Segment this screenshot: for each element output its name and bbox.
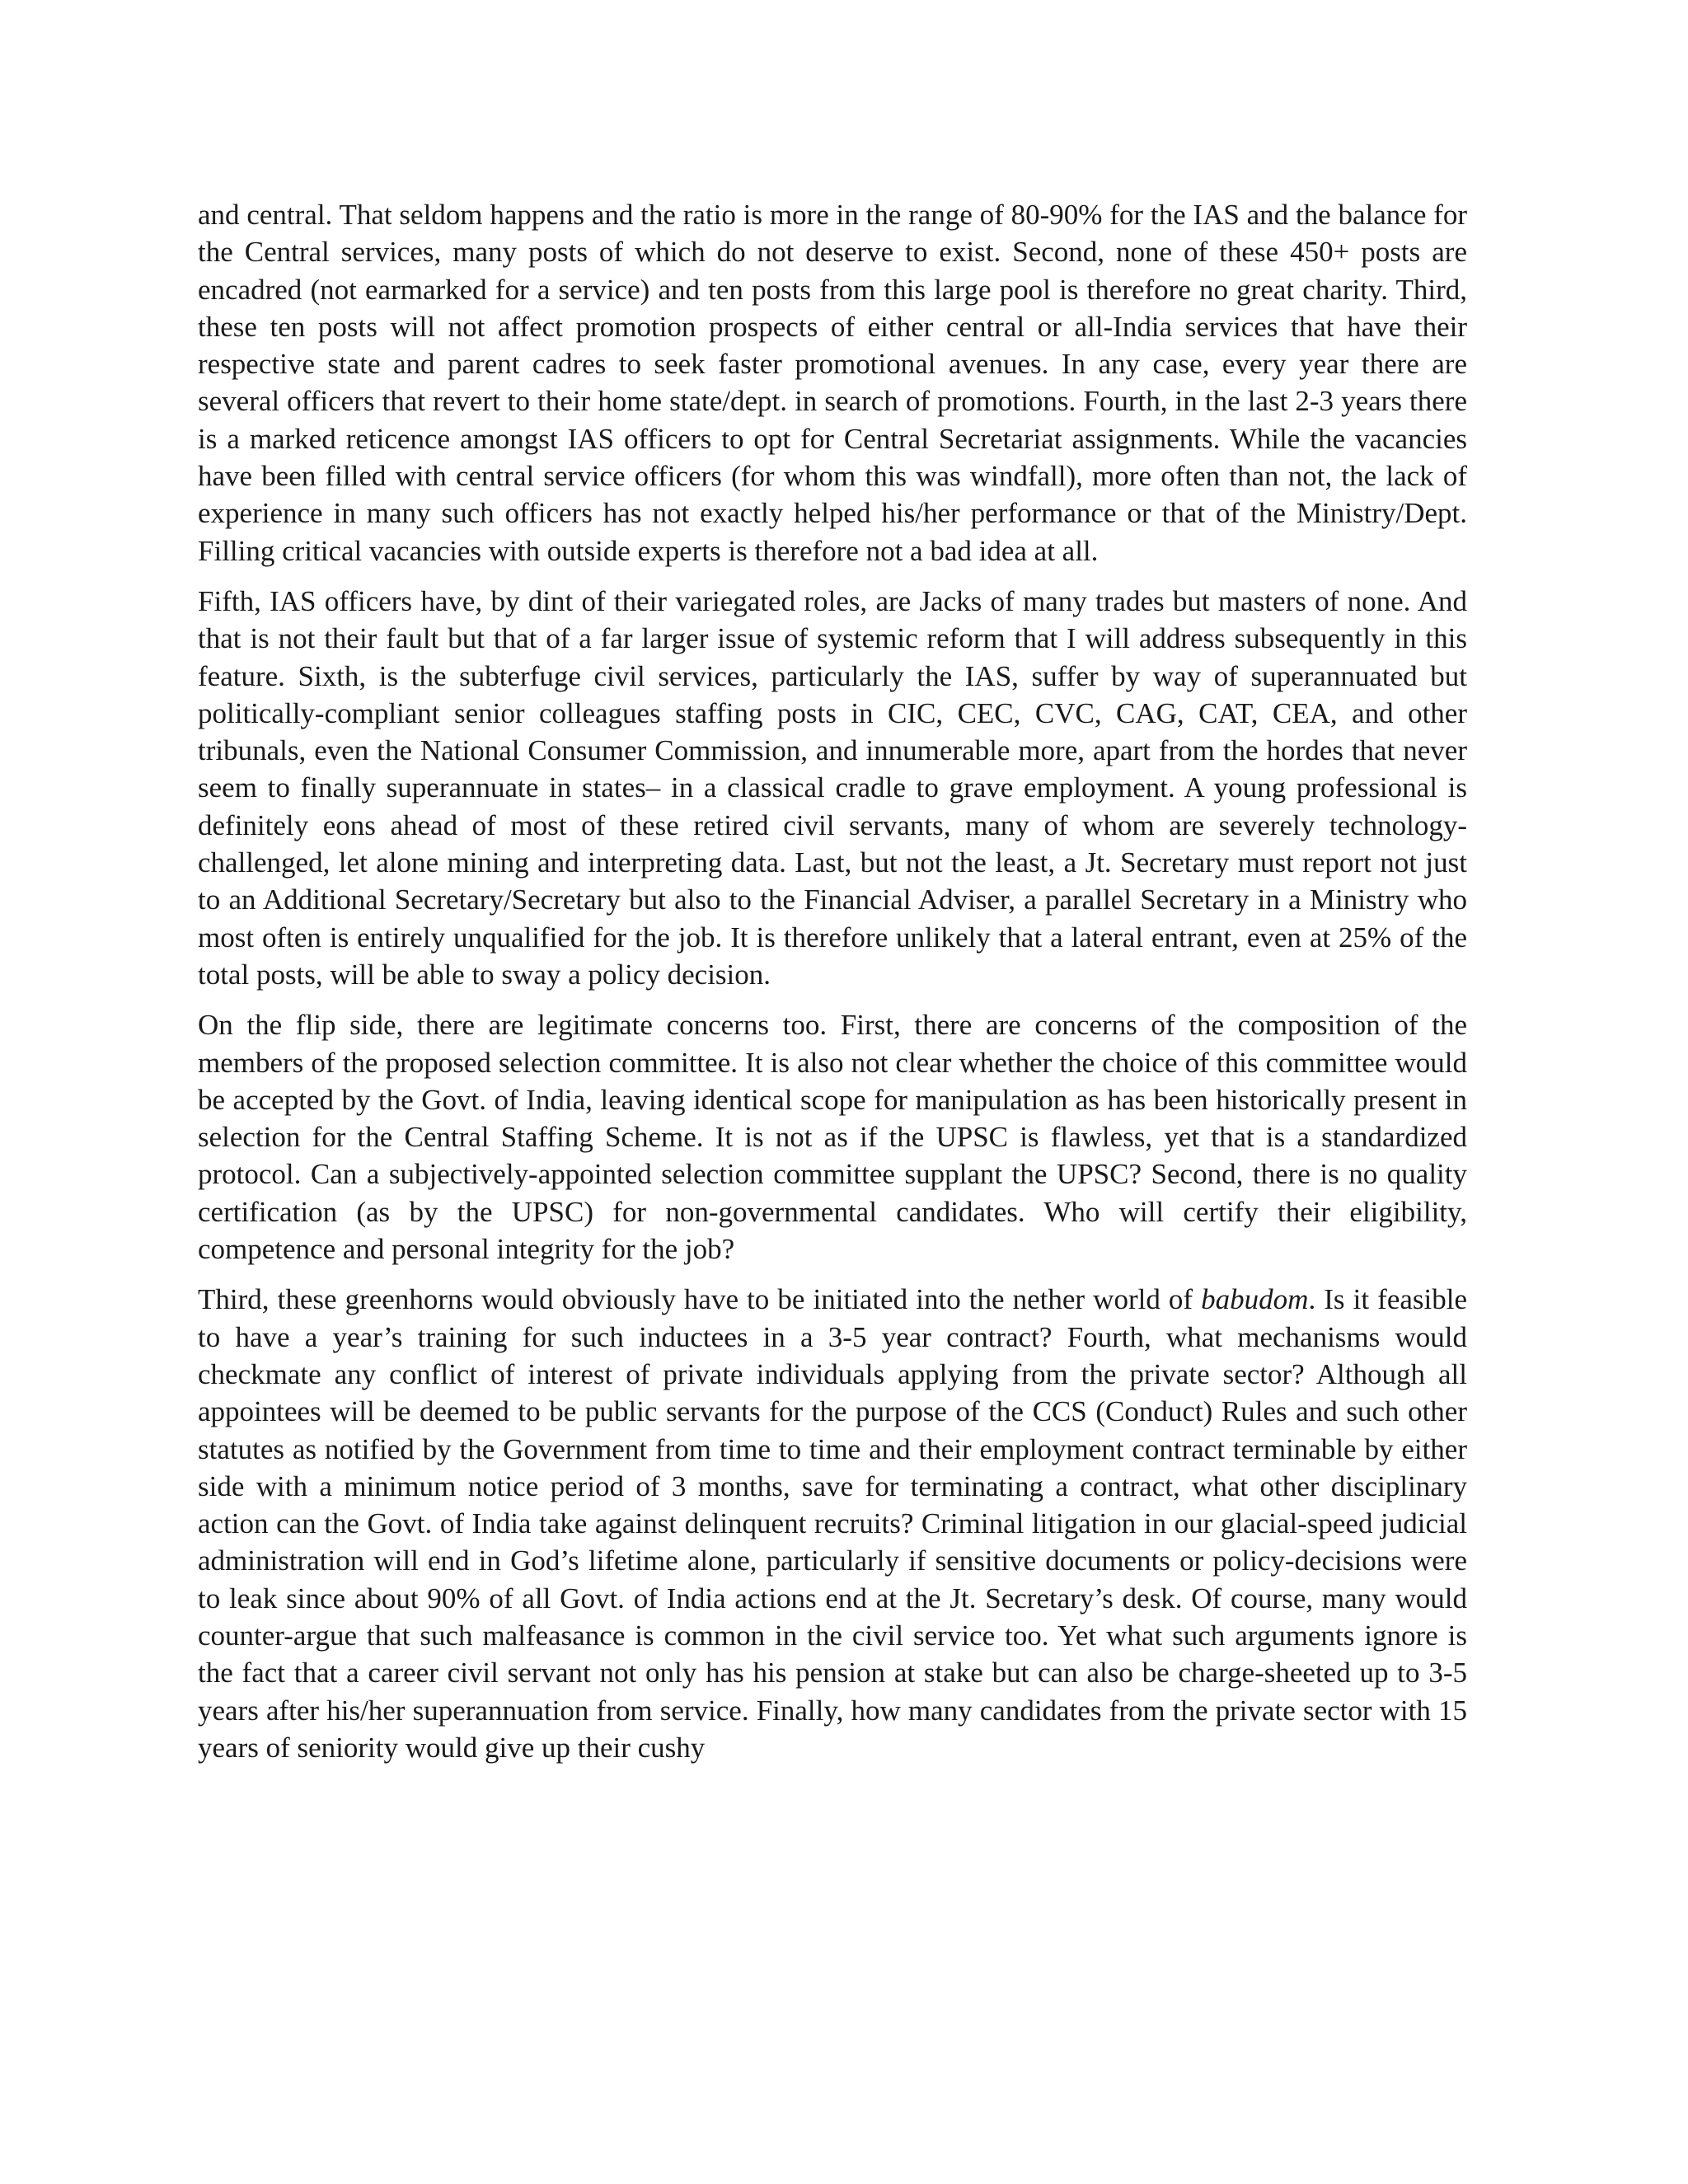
paragraph-text-after-emphasis: . Is it feasible to have a year’s training for such inductees in a 3-5 year contract? Fourth, what mechanisms would checkmate any conflict of interest of private individuals applying from the private sector? Although all appointees will be deemed to be public servants for the purpose of the CCS (Conduct) Rules and such other statutes as notified by the Government from time to time and their employment contract terminable by either side with a minimum notice period of 3 months, save for terminating a contract, what other disciplinary action can the Govt. of India take against delinquent recruits? Criminal litigation in our glacial-speed judicial administration will end in God’s lifetime alone, particularly if sensitive documents or policy-decisions were to leak since about 90% of all Govt. of India actions end at the Jt. Secretary’s desk. Of course, many would counter-argue that such malfeasance is common in the civil service too. Yet what such arguments ignore is the fact that a career civil servant not only has his pension at stake but can also be charge-sheeted up to 3-5 years after his/her superannuation from service. Finally, how many candidates from the private sector with 15 years of seniority would give up their cushy bbox=[198, 1283, 1467, 1764]
paragraph-jacks-of-many-trades: Fifth, IAS officers have, by dint of their variegated roles, are Jacks of many trades but masters of none. And that is not their fault but that of a far larger issue of systemic reform that I will address subsequently in this feature. Sixth, is the subterfuge civil services, particularly the IAS, suffer by way of superannuated but politically-compliant senior colleagues staffing posts in CIC, CEC, CVC, CAG, CAT, CEA, and other tribunals, even the National Consumer Commission, and innumerable more, apart from the hordes that never seem to finally superannuate in states– in a classical cradle to grave employment. A young professional is definitely eons ahead of most of these retired civil servants, many of whom are severely technology-challenged, let alone mining and interpreting data. Last, but not the least, a Jt. Secretary must report not just to an Additional Secretary/Secretary but also to the Financial Adviser, a parallel Secretary in a Ministry who most often is entirely unqualified for the job. It is therefore unlikely that a lateral entrant, even at 25% of the total posts, will be able to sway a policy decision. bbox=[198, 584, 1467, 991]
emphasis-babudom: babudom bbox=[1201, 1283, 1309, 1316]
paragraph-central-services: and central. That seldom happens and the ratio is more in the range of 80-90% for the IAS and the balance for the Central services, many posts of which do not deserve to exist. Second, none of these 450+ posts are encadred (not earmarked for a service) and ten posts from this large pool is therefore no great charity. Third, these ten posts will not affect promotion prospects of either central or all-India services that have their respective state and parent cadres to seek faster promotional avenues. In any case, every year there are several officers that revert to their home state/dept. in search of promotions. Fourth, in the last 2-3 years there is a marked reticence amongst IAS officers to opt for Central Secretariat assignments. While the vacancies have been filled with central service officers (for whom this was windfall), more often than not, the lack of experience in many such officers has not exactly helped his/her performance or that of the Ministry/Dept. Filling critical vacancies with outside experts is therefore not a bad idea at all. bbox=[198, 199, 1467, 567]
paragraph-greenhorns-babudom bbox=[198, 1281, 1467, 1766]
paragraph-text-before-emphasis: Third, these greenhorns would obviously have to be initiated into the nether world of bbox=[198, 1283, 1202, 1316]
paragraph-legitimate-concerns: On the flip side, there are legitimate concerns too. First, there are concerns of the composition of the members of the proposed selection committee. It is also not clear whether the choice of this committee would be accepted by the Govt. of India, leaving identical scope for manipulation as has been historically present in selection for the Central Staffing Scheme. It is not as if the UPSC is flawless, yet that is a standardized protocol. Can a subjectively-appointed selection committee supplant the UPSC? Second, there is no quality certification (as by the UPSC) for non-governmental candidates. Who will certify their eligibility, competence and personal integrity for the job? bbox=[198, 1009, 1467, 1266]
document-page bbox=[198, 196, 1467, 1779]
